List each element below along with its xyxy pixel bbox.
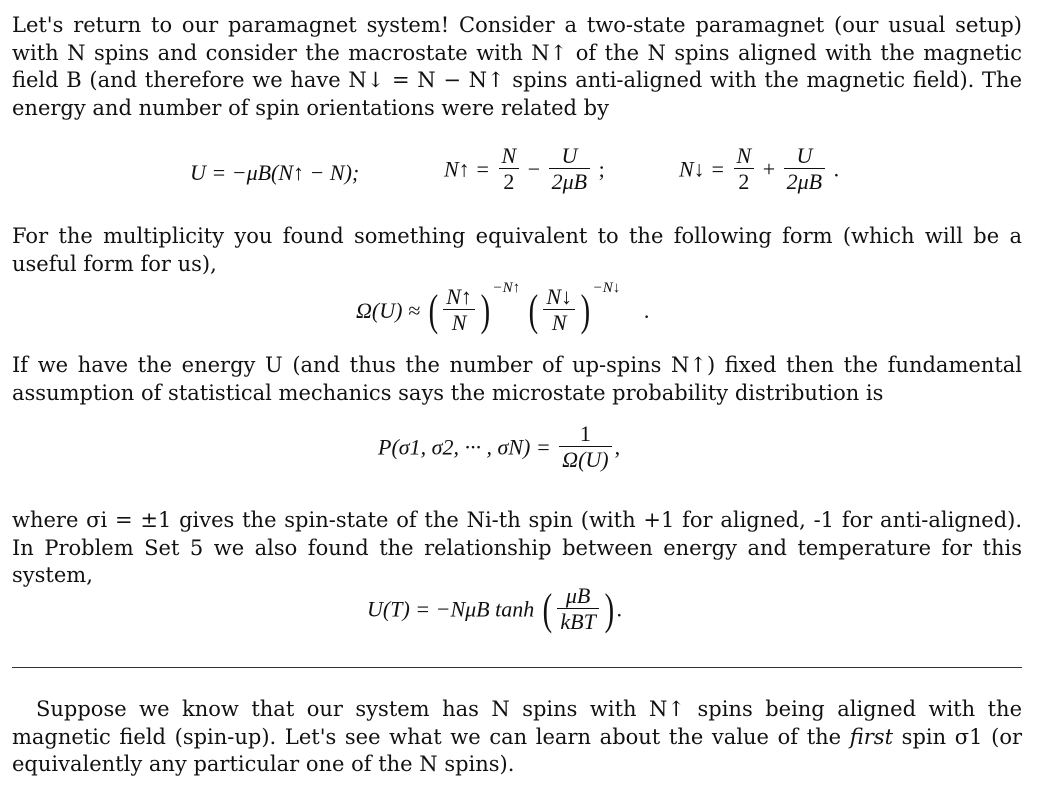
eq1-ndown-frac2 <box>784 144 825 195</box>
eq1-nup-block <box>444 144 605 195</box>
eq4-frac <box>557 584 598 635</box>
eq1-ndown-frac2-num: U <box>784 144 825 169</box>
eq1-ndown-frac1-den: 2 <box>738 169 750 194</box>
eq1-nup-frac1-num: N <box>499 144 520 169</box>
eq2-right-paren-1: ) <box>480 286 490 336</box>
eq2-frac2-num: N↓ <box>543 285 575 310</box>
suppose-text-a: Suppose we know that our system has N spins with N↑ spins being aligned with the magnetic field (spin-up). Let's see what we can learn about the value of the <box>12 697 1022 749</box>
eq3-end: , <box>614 434 621 460</box>
eq1-nup-frac2-num: U <box>549 144 590 169</box>
eq4-end: . <box>616 596 622 622</box>
eq1-energy-expression: U = −μB(N↑ − N); <box>190 160 360 185</box>
equation-probability <box>378 422 738 486</box>
fixed-energy-text: If we have the energy U (and thus the number of up-spins N↑) fixed then the fundamental assumption of statistical mechanics says the microstate probability distribution is <box>12 353 1022 405</box>
intro-text: Let's return to our paramagnet system! Consider a two-state paramagnet (our usual setup) with N spins and consider the macrostate with N↑ of the N spins aligned with the magnetic field B (and therefore we have N↓ = N − N↑ spins anti-aligned with the magnetic field). The energy and number of spin orientations were related by <box>12 13 1022 120</box>
eq4-lhs: U(T) = −NμB tanh <box>367 596 535 622</box>
eq3-frac <box>559 422 611 473</box>
suppose-text-b: spin σ1 (or equivalently any particular one of the N spins). <box>12 724 1022 776</box>
eq4-frac-num: μB <box>557 584 598 609</box>
equation-energy-relations <box>12 144 1022 204</box>
horizontal-divider <box>12 667 1022 668</box>
eq2-left-paren-2: ( <box>528 286 538 336</box>
eq2-frac1-num: N↑ <box>443 285 475 310</box>
eq2-end: . <box>643 297 650 323</box>
eq2-left-paren-1: ( <box>428 286 438 336</box>
eq2-right-paren-2: ) <box>580 286 591 336</box>
fixed-energy-paragraph <box>12 352 1022 407</box>
eq1-ndown-frac2-den: 2μB <box>786 169 823 194</box>
eq4-right-paren: ) <box>604 585 614 634</box>
eq2-frac1-den: N <box>451 310 467 336</box>
eq1-nup-frac2-den: 2μB <box>551 169 588 194</box>
equation-multiplicity <box>356 280 776 350</box>
eq1-nup-op: − <box>527 156 541 182</box>
eq1-ndown-lhs: N↓ = <box>679 156 726 182</box>
where-text: where σi = ±1 gives the spin-state of the Ni-th spin (with +1 for aligned, -1 for anti-aligned). In Problem Set 5 we also found the relationship between energy and temperature for this system, <box>12 508 1022 587</box>
eq4-frac-den: kBT <box>560 609 596 634</box>
eq3-frac-num: 1 <box>559 422 611 447</box>
suppose-paragraph <box>12 696 1022 779</box>
equation-energy-temperature <box>367 584 727 648</box>
where-paragraph <box>12 507 1022 590</box>
eq1-ndown-op: + <box>762 156 776 182</box>
eq1-nup-frac2 <box>549 144 590 195</box>
eq4-left-paren: ( <box>542 585 552 634</box>
eq1-nup-end: ; <box>598 156 605 182</box>
multiplicity-text: For the multiplicity you found something equivalent to the following form (which will be a useful form for us), <box>12 224 1022 276</box>
eq2-lhs: Ω(U) ≈ <box>356 297 421 323</box>
eq2-frac2 <box>543 285 575 336</box>
suppose-emphasis: first <box>849 724 894 749</box>
eq2-frac2-den: N <box>551 310 567 336</box>
eq2-frac1 <box>443 285 475 336</box>
eq2-exp2: −N↓ <box>592 280 621 296</box>
eq1-ndown-end: . <box>833 156 840 182</box>
eq3-lhs: P(σ1, σ2, ··· , σN) = <box>378 434 551 460</box>
eq1-ndown-frac1-num: N <box>734 144 755 169</box>
eq1-nup-frac1-den: 2 <box>503 169 515 194</box>
eq2-exp1: −N↑ <box>492 280 521 296</box>
eq3-frac-den: Ω(U) <box>562 447 609 472</box>
intro-paragraph <box>12 12 1022 122</box>
eq1-ndown-block <box>679 144 839 195</box>
eq1-nup-frac1 <box>499 144 520 195</box>
multiplicity-paragraph <box>12 223 1022 278</box>
eq1-ndown-frac1 <box>734 144 755 195</box>
eq1-nup-lhs: N↑ = <box>444 156 491 182</box>
